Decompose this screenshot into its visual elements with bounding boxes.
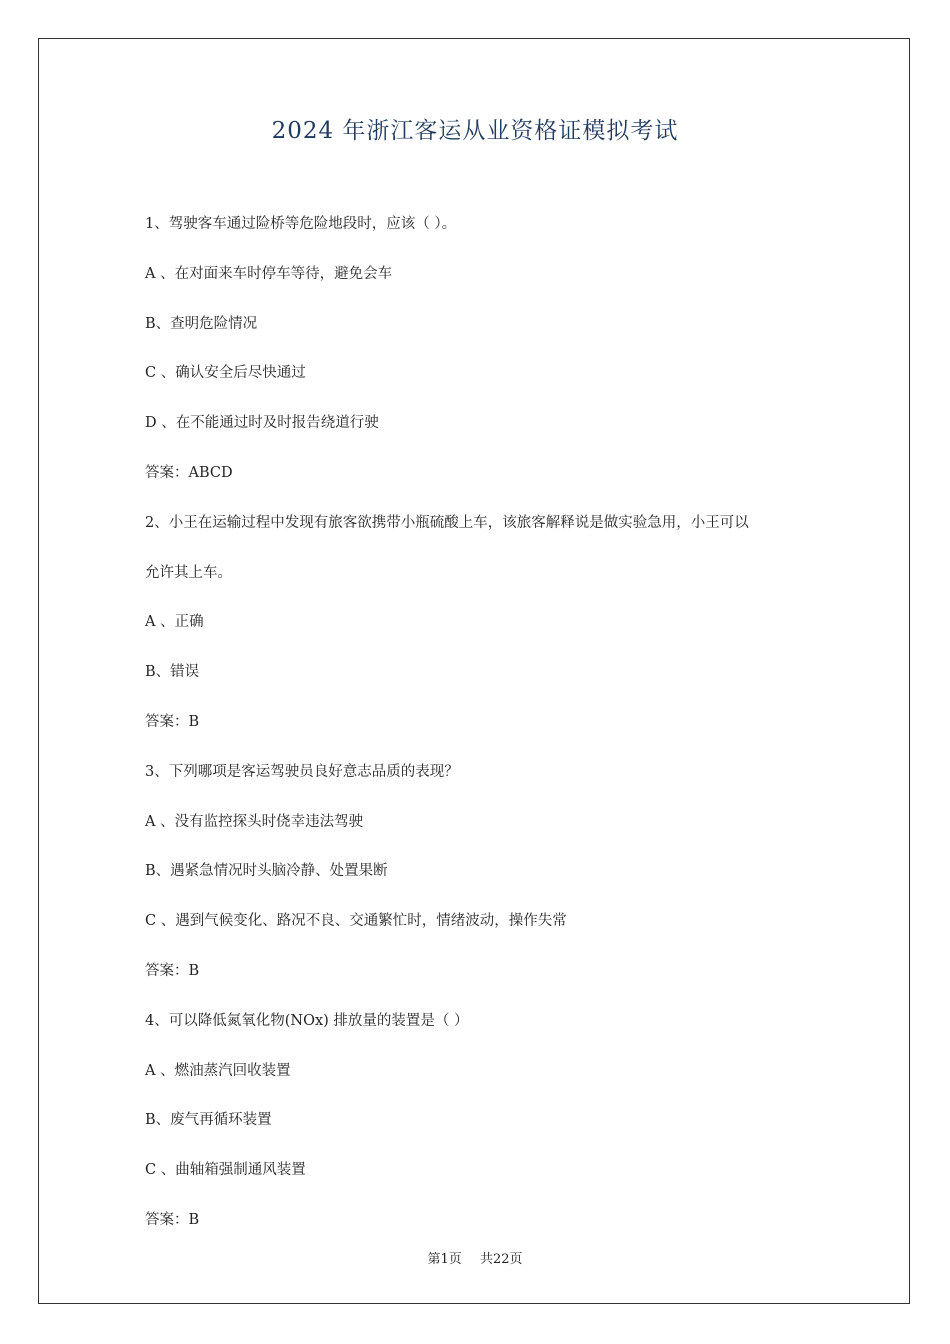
document-title: 2024 年浙江客运从业资格证模拟考试 [271,118,679,144]
question-1-answer: 答案：ABCD [145,464,233,481]
question-list [145,200,825,1246]
page-footer [0,1248,950,1267]
page-total: 共22页 [479,1252,523,1267]
question-3-option-a: A 、没有监控探头时侥幸违法驾驶 [145,813,364,830]
question-1-option-a: A 、在对面来车时停车等待，避免会车 [145,265,393,282]
question-4-option-b: B、废气再循环装置 [145,1112,272,1129]
question-3-option-b: B、遇紧急情况时头脑冷静、处置果断 [145,863,388,880]
question-3-text: 3、下列哪项是客运驾驶员良好意志品质的表现？ [145,763,459,780]
question-3-answer: 答案：B [145,962,200,979]
question-4-option-c: C 、曲轴箱强制通风装置 [145,1162,306,1179]
question-1-option-c: C 、确认安全后尽快通过 [145,365,306,382]
question-4-answer: 答案：B [145,1211,200,1228]
question-2-answer: 答案：B [145,713,200,730]
question-3-option-c: C 、遇到气候变化、路况不良、交通繁忙时，情绪波动，操作失常 [145,913,567,930]
question-1-option-b: B、查明危险情况 [145,315,258,332]
question-4-option-a: A 、燃油蒸汽回收装置 [145,1062,291,1079]
question-4-text: 4、可以降低氮氧化物(NOx) 排放量的装置是（ ） [145,1012,469,1029]
question-1-option-d: D 、在不能通过时及时报告绕道行驶 [145,415,379,432]
question-2-option-a: A 、正确 [145,614,204,631]
question-2-text: 2、小王在运输过程中发现有旅客欲携带小瓶硫酸上车，该旅客解释说是做实验急用，小王可以 [145,514,749,531]
question-1-text: 1、驾驶客车通过险桥等危险地段时，应该（ ）。 [145,216,457,232]
question-2-text-continued: 允许其上车。 [145,564,232,581]
question-2-option-b: B、错误 [145,664,200,681]
page-number: 第1页 [427,1252,462,1267]
